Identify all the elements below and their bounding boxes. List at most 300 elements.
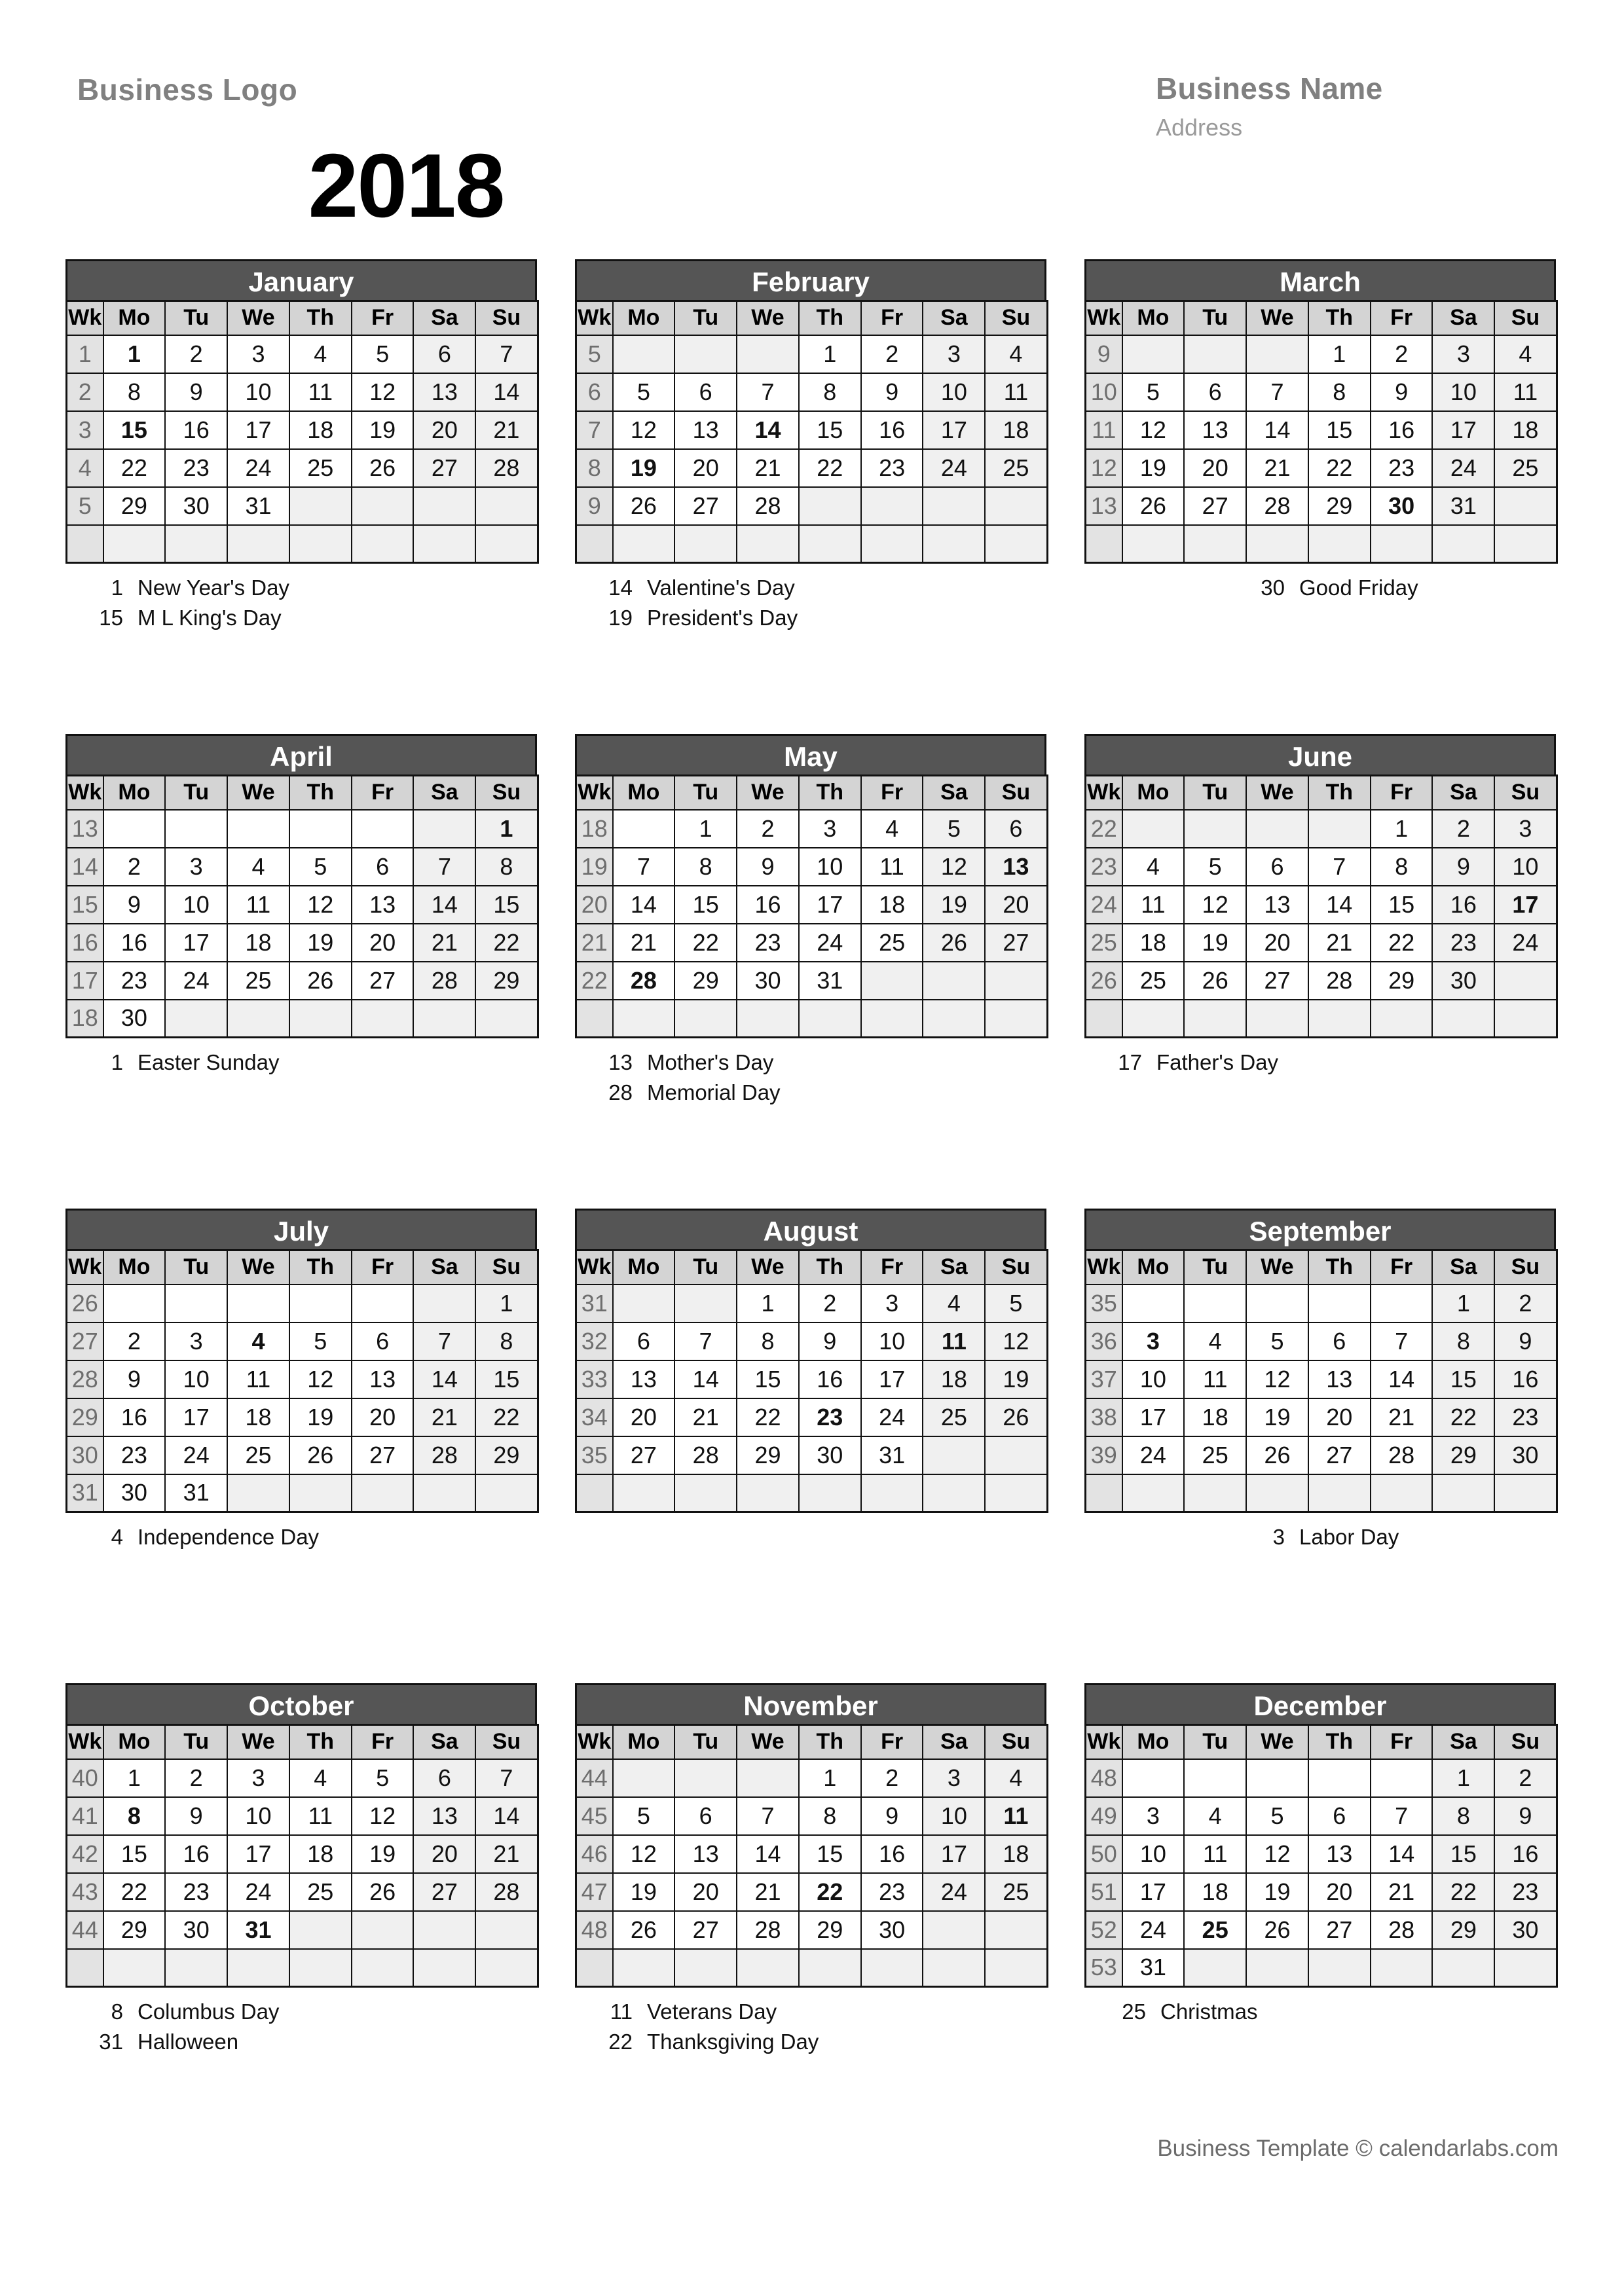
day-cell[interactable]: 20 [352,924,414,962]
day-cell[interactable]: 5 [923,810,985,848]
day-cell[interactable]: 17 [799,886,861,924]
day-cell[interactable]: 11 [923,1322,985,1360]
day-cell[interactable]: 3 [1122,1322,1185,1360]
day-cell[interactable]: 13 [1246,886,1308,924]
day-cell[interactable]: 2 [861,335,923,373]
day-cell[interactable]: 3 [861,1285,923,1322]
day-cell[interactable]: 31 [799,962,861,1000]
day-cell[interactable]: 1 [737,1285,799,1322]
day-cell[interactable]: 14 [737,1835,799,1873]
day-cell[interactable]: 29 [1432,1436,1494,1474]
day-cell[interactable]: 5 [1122,373,1185,411]
day-cell[interactable]: 21 [737,1873,799,1911]
day-cell[interactable]: 9 [165,1797,227,1835]
day-cell[interactable]: 9 [861,373,923,411]
day-cell[interactable]: 7 [1308,848,1371,886]
day-cell[interactable]: 16 [799,1360,861,1398]
day-cell[interactable]: 26 [1246,1436,1308,1474]
day-cell[interactable]: 13 [1184,411,1246,449]
day-cell[interactable]: 15 [1432,1360,1494,1398]
day-cell[interactable]: 15 [1371,886,1433,924]
day-cell[interactable]: 9 [861,1797,923,1835]
day-cell[interactable]: 7 [1371,1322,1433,1360]
day-cell[interactable]: 13 [352,1360,414,1398]
day-cell[interactable]: 10 [923,1797,985,1835]
day-cell[interactable]: 11 [289,373,352,411]
day-cell[interactable]: 17 [861,1360,923,1398]
day-cell[interactable]: 24 [1432,449,1494,487]
day-cell[interactable]: 22 [1371,924,1433,962]
day-cell[interactable]: 22 [1432,1873,1494,1911]
day-cell[interactable]: 12 [985,1322,1047,1360]
day-cell[interactable]: 10 [1432,373,1494,411]
day-cell[interactable]: 24 [861,1398,923,1436]
day-cell[interactable]: 4 [1494,335,1557,373]
day-cell[interactable]: 31 [227,1911,289,1949]
day-cell[interactable]: 22 [475,1398,538,1436]
day-cell[interactable]: 18 [1184,1873,1246,1911]
day-cell[interactable]: 3 [1122,1797,1185,1835]
day-cell[interactable]: 16 [737,886,799,924]
day-cell[interactable]: 15 [475,1360,538,1398]
day-cell[interactable]: 3 [1494,810,1557,848]
day-cell[interactable]: 13 [674,1835,737,1873]
day-cell[interactable]: 16 [1432,886,1494,924]
day-cell[interactable]: 7 [1246,373,1308,411]
day-cell[interactable]: 27 [352,962,414,1000]
day-cell[interactable]: 27 [613,1436,675,1474]
day-cell[interactable]: 18 [861,886,923,924]
day-cell[interactable]: 22 [1432,1398,1494,1436]
business-logo-placeholder[interactable]: Business Logo [77,73,298,107]
day-cell[interactable]: 3 [227,1759,289,1797]
day-cell[interactable]: 31 [1432,487,1494,525]
day-cell[interactable]: 21 [1371,1873,1433,1911]
day-cell[interactable]: 5 [352,1759,414,1797]
day-cell[interactable]: 30 [165,487,227,525]
day-cell[interactable]: 8 [1432,1797,1494,1835]
day-cell[interactable]: 26 [352,449,414,487]
day-cell[interactable]: 28 [1371,1436,1433,1474]
day-cell[interactable]: 26 [985,1398,1047,1436]
day-cell[interactable]: 5 [1184,848,1246,886]
day-cell[interactable]: 11 [861,848,923,886]
day-cell[interactable]: 12 [1246,1360,1308,1398]
day-cell[interactable]: 8 [737,1322,799,1360]
day-cell[interactable]: 4 [923,1285,985,1322]
day-cell[interactable]: 26 [1246,1911,1308,1949]
day-cell[interactable]: 7 [1371,1797,1433,1835]
day-cell[interactable]: 16 [1371,411,1433,449]
day-cell[interactable]: 9 [1494,1797,1557,1835]
day-cell[interactable]: 27 [1246,962,1308,1000]
day-cell[interactable]: 9 [103,1360,166,1398]
day-cell[interactable]: 22 [1308,449,1371,487]
day-cell[interactable]: 15 [103,1835,166,1873]
day-cell[interactable]: 6 [1246,848,1308,886]
day-cell[interactable]: 3 [799,810,861,848]
day-cell[interactable]: 1 [475,810,538,848]
day-cell[interactable]: 17 [165,924,227,962]
day-cell[interactable]: 8 [674,848,737,886]
day-cell[interactable]: 10 [1494,848,1557,886]
day-cell[interactable]: 15 [1432,1835,1494,1873]
day-cell[interactable]: 7 [413,848,475,886]
day-cell[interactable]: 13 [985,848,1047,886]
day-cell[interactable]: 30 [165,1911,227,1949]
day-cell[interactable]: 30 [737,962,799,1000]
day-cell[interactable]: 14 [1308,886,1371,924]
day-cell[interactable]: 27 [985,924,1047,962]
day-cell[interactable]: 10 [1122,1360,1185,1398]
day-cell[interactable]: 31 [861,1436,923,1474]
day-cell[interactable]: 5 [289,1322,352,1360]
day-cell[interactable]: 20 [674,1873,737,1911]
day-cell[interactable]: 12 [923,848,985,886]
day-cell[interactable]: 1 [1432,1759,1494,1797]
day-cell[interactable]: 2 [103,1322,166,1360]
day-cell[interactable]: 23 [1494,1873,1557,1911]
day-cell[interactable]: 25 [227,962,289,1000]
day-cell[interactable]: 14 [1246,411,1308,449]
day-cell[interactable]: 24 [1494,924,1557,962]
day-cell[interactable]: 17 [923,1835,985,1873]
day-cell[interactable]: 3 [165,1322,227,1360]
day-cell[interactable]: 23 [165,449,227,487]
day-cell[interactable]: 3 [923,1759,985,1797]
day-cell[interactable]: 19 [1122,449,1185,487]
day-cell[interactable]: 14 [737,411,799,449]
day-cell[interactable]: 18 [985,1835,1047,1873]
day-cell[interactable]: 27 [413,1873,475,1911]
day-cell[interactable]: 17 [1122,1398,1185,1436]
day-cell[interactable]: 30 [1371,487,1433,525]
day-cell[interactable]: 7 [475,1759,538,1797]
day-cell[interactable]: 8 [1308,373,1371,411]
day-cell[interactable]: 15 [674,886,737,924]
day-cell[interactable]: 1 [799,1759,861,1797]
day-cell[interactable]: 16 [1494,1360,1557,1398]
day-cell[interactable]: 28 [475,1873,538,1911]
day-cell[interactable]: 29 [737,1436,799,1474]
day-cell[interactable]: 27 [1308,1911,1371,1949]
day-cell[interactable]: 23 [799,1398,861,1436]
day-cell[interactable]: 26 [923,924,985,962]
day-cell[interactable]: 25 [985,449,1047,487]
day-cell[interactable]: 11 [985,373,1047,411]
day-cell[interactable]: 8 [1371,848,1433,886]
day-cell[interactable]: 7 [475,335,538,373]
day-cell[interactable]: 8 [103,373,166,411]
day-cell[interactable]: 24 [165,1436,227,1474]
day-cell[interactable]: 19 [613,449,675,487]
day-cell[interactable]: 6 [413,1759,475,1797]
day-cell[interactable]: 13 [1308,1360,1371,1398]
day-cell[interactable]: 9 [103,886,166,924]
day-cell[interactable]: 15 [799,411,861,449]
day-cell[interactable]: 28 [475,449,538,487]
day-cell[interactable]: 19 [923,886,985,924]
day-cell[interactable]: 23 [103,962,166,1000]
day-cell[interactable]: 8 [799,373,861,411]
day-cell[interactable]: 6 [674,1797,737,1835]
day-cell[interactable]: 4 [289,335,352,373]
day-cell[interactable]: 20 [1308,1873,1371,1911]
day-cell[interactable]: 20 [413,1835,475,1873]
day-cell[interactable]: 27 [674,487,737,525]
day-cell[interactable]: 11 [1184,1835,1246,1873]
day-cell[interactable]: 21 [413,924,475,962]
day-cell[interactable]: 31 [227,487,289,525]
day-cell[interactable]: 2 [861,1759,923,1797]
day-cell[interactable]: 28 [1371,1911,1433,1949]
day-cell[interactable]: 17 [227,1835,289,1873]
day-cell[interactable]: 4 [1122,848,1185,886]
day-cell[interactable]: 20 [1246,924,1308,962]
day-cell[interactable]: 9 [1494,1322,1557,1360]
day-cell[interactable]: 1 [1432,1285,1494,1322]
day-cell[interactable]: 28 [613,962,675,1000]
day-cell[interactable]: 7 [613,848,675,886]
business-name[interactable]: Business Name [1156,71,1383,105]
day-cell[interactable]: 16 [861,411,923,449]
day-cell[interactable]: 6 [985,810,1047,848]
day-cell[interactable]: 1 [103,335,166,373]
day-cell[interactable]: 27 [1308,1436,1371,1474]
day-cell[interactable]: 2 [1432,810,1494,848]
day-cell[interactable]: 20 [352,1398,414,1436]
business-address[interactable]: Address [1156,114,1243,141]
day-cell[interactable]: 9 [737,848,799,886]
day-cell[interactable]: 28 [413,1436,475,1474]
day-cell[interactable]: 24 [227,1873,289,1911]
day-cell[interactable]: 20 [413,411,475,449]
day-cell[interactable]: 29 [475,962,538,1000]
day-cell[interactable]: 12 [613,1835,675,1873]
day-cell[interactable]: 22 [475,924,538,962]
day-cell[interactable]: 22 [674,924,737,962]
day-cell[interactable]: 13 [613,1360,675,1398]
day-cell[interactable]: 21 [613,924,675,962]
day-cell[interactable]: 12 [1246,1835,1308,1873]
day-cell[interactable]: 6 [674,373,737,411]
day-cell[interactable]: 8 [1432,1322,1494,1360]
day-cell[interactable]: 3 [923,335,985,373]
day-cell[interactable]: 14 [475,1797,538,1835]
day-cell[interactable]: 1 [1371,810,1433,848]
day-cell[interactable]: 21 [674,1398,737,1436]
day-cell[interactable]: 13 [674,411,737,449]
day-cell[interactable]: 9 [1432,848,1494,886]
day-cell[interactable]: 23 [1494,1398,1557,1436]
day-cell[interactable]: 20 [613,1398,675,1436]
day-cell[interactable]: 2 [1371,335,1433,373]
day-cell[interactable]: 5 [985,1285,1047,1322]
day-cell[interactable]: 20 [1184,449,1246,487]
day-cell[interactable]: 28 [737,487,799,525]
day-cell[interactable]: 10 [165,886,227,924]
day-cell[interactable]: 16 [861,1835,923,1873]
day-cell[interactable]: 14 [413,1360,475,1398]
day-cell[interactable]: 11 [1122,886,1185,924]
day-cell[interactable]: 30 [103,1000,166,1038]
day-cell[interactable]: 31 [165,1474,227,1512]
day-cell[interactable]: 25 [1184,1436,1246,1474]
day-cell[interactable]: 29 [475,1436,538,1474]
day-cell[interactable]: 24 [923,449,985,487]
day-cell[interactable]: 22 [103,1873,166,1911]
day-cell[interactable]: 21 [475,411,538,449]
day-cell[interactable]: 6 [1308,1797,1371,1835]
day-cell[interactable]: 25 [861,924,923,962]
day-cell[interactable]: 29 [1308,487,1371,525]
day-cell[interactable]: 29 [103,1911,166,1949]
day-cell[interactable]: 23 [165,1873,227,1911]
day-cell[interactable]: 10 [227,373,289,411]
day-cell[interactable]: 29 [103,487,166,525]
day-cell[interactable]: 29 [674,962,737,1000]
day-cell[interactable]: 14 [413,886,475,924]
day-cell[interactable]: 2 [165,1759,227,1797]
day-cell[interactable]: 15 [799,1835,861,1873]
day-cell[interactable]: 1 [1308,335,1371,373]
day-cell[interactable]: 27 [674,1911,737,1949]
day-cell[interactable]: 28 [737,1911,799,1949]
day-cell[interactable]: 13 [1308,1835,1371,1873]
day-cell[interactable]: 16 [103,1398,166,1436]
day-cell[interactable]: 5 [289,848,352,886]
day-cell[interactable]: 10 [799,848,861,886]
day-cell[interactable]: 19 [289,924,352,962]
day-cell[interactable]: 25 [289,449,352,487]
day-cell[interactable]: 4 [227,1322,289,1360]
day-cell[interactable]: 24 [799,924,861,962]
day-cell[interactable]: 5 [1246,1322,1308,1360]
day-cell[interactable]: 10 [227,1797,289,1835]
day-cell[interactable]: 7 [737,373,799,411]
day-cell[interactable]: 15 [103,411,166,449]
day-cell[interactable]: 18 [1494,411,1557,449]
day-cell[interactable]: 22 [103,449,166,487]
day-cell[interactable]: 11 [985,1797,1047,1835]
day-cell[interactable]: 18 [289,1835,352,1873]
day-cell[interactable]: 12 [352,1797,414,1835]
day-cell[interactable]: 25 [1122,962,1185,1000]
day-cell[interactable]: 17 [227,411,289,449]
day-cell[interactable]: 22 [737,1398,799,1436]
day-cell[interactable]: 25 [289,1873,352,1911]
day-cell[interactable]: 5 [352,335,414,373]
day-cell[interactable]: 26 [289,962,352,1000]
day-cell[interactable]: 26 [352,1873,414,1911]
day-cell[interactable]: 23 [103,1436,166,1474]
day-cell[interactable]: 21 [1246,449,1308,487]
day-cell[interactable]: 27 [352,1436,414,1474]
day-cell[interactable]: 21 [413,1398,475,1436]
day-cell[interactable]: 21 [737,449,799,487]
day-cell[interactable]: 28 [674,1436,737,1474]
day-cell[interactable]: 29 [1432,1911,1494,1949]
day-cell[interactable]: 23 [737,924,799,962]
day-cell[interactable]: 1 [475,1285,538,1322]
day-cell[interactable]: 14 [1371,1360,1433,1398]
day-cell[interactable]: 26 [613,487,675,525]
day-cell[interactable]: 9 [1371,373,1433,411]
day-cell[interactable]: 28 [1246,487,1308,525]
day-cell[interactable]: 18 [985,411,1047,449]
day-cell[interactable]: 16 [165,1835,227,1873]
day-cell[interactable]: 14 [1371,1835,1433,1873]
day-cell[interactable]: 20 [674,449,737,487]
day-cell[interactable]: 26 [613,1911,675,1949]
day-cell[interactable]: 8 [799,1797,861,1835]
day-cell[interactable]: 19 [352,1835,414,1873]
day-cell[interactable]: 22 [799,1873,861,1911]
day-cell[interactable]: 11 [227,1360,289,1398]
day-cell[interactable]: 13 [352,886,414,924]
day-cell[interactable]: 20 [1308,1398,1371,1436]
day-cell[interactable]: 6 [1184,373,1246,411]
day-cell[interactable]: 12 [289,1360,352,1398]
day-cell[interactable]: 12 [352,373,414,411]
day-cell[interactable]: 2 [165,335,227,373]
day-cell[interactable]: 14 [475,373,538,411]
day-cell[interactable]: 23 [861,1873,923,1911]
day-cell[interactable]: 3 [227,335,289,373]
day-cell[interactable]: 11 [1184,1360,1246,1398]
day-cell[interactable]: 21 [1371,1398,1433,1436]
day-cell[interactable]: 20 [985,886,1047,924]
day-cell[interactable]: 18 [923,1360,985,1398]
day-cell[interactable]: 30 [1494,1436,1557,1474]
day-cell[interactable]: 16 [103,924,166,962]
day-cell[interactable]: 21 [1308,924,1371,962]
day-cell[interactable]: 24 [1122,1911,1185,1949]
day-cell[interactable]: 6 [413,335,475,373]
day-cell[interactable]: 7 [413,1322,475,1360]
day-cell[interactable]: 7 [737,1797,799,1835]
day-cell[interactable]: 18 [1184,1398,1246,1436]
day-cell[interactable]: 21 [475,1835,538,1873]
day-cell[interactable]: 12 [1122,411,1185,449]
day-cell[interactable]: 17 [923,411,985,449]
day-cell[interactable]: 12 [1184,886,1246,924]
day-cell[interactable]: 27 [413,449,475,487]
day-cell[interactable]: 4 [861,810,923,848]
day-cell[interactable]: 1 [799,335,861,373]
day-cell[interactable]: 12 [289,886,352,924]
day-cell[interactable]: 23 [1371,449,1433,487]
day-cell[interactable]: 31 [1122,1949,1185,1987]
day-cell[interactable]: 14 [674,1360,737,1398]
day-cell[interactable]: 25 [1184,1911,1246,1949]
day-cell[interactable]: 19 [1246,1873,1308,1911]
day-cell[interactable]: 18 [227,1398,289,1436]
day-cell[interactable]: 2 [799,1285,861,1322]
day-cell[interactable]: 14 [613,886,675,924]
day-cell[interactable]: 9 [799,1322,861,1360]
day-cell[interactable]: 6 [352,1322,414,1360]
day-cell[interactable]: 19 [1184,924,1246,962]
day-cell[interactable]: 25 [227,1436,289,1474]
day-cell[interactable]: 11 [289,1797,352,1835]
day-cell[interactable]: 19 [289,1398,352,1436]
day-cell[interactable]: 4 [227,848,289,886]
day-cell[interactable]: 17 [1494,886,1557,924]
day-cell[interactable]: 30 [861,1911,923,1949]
day-cell[interactable]: 22 [799,449,861,487]
day-cell[interactable]: 28 [1308,962,1371,1000]
